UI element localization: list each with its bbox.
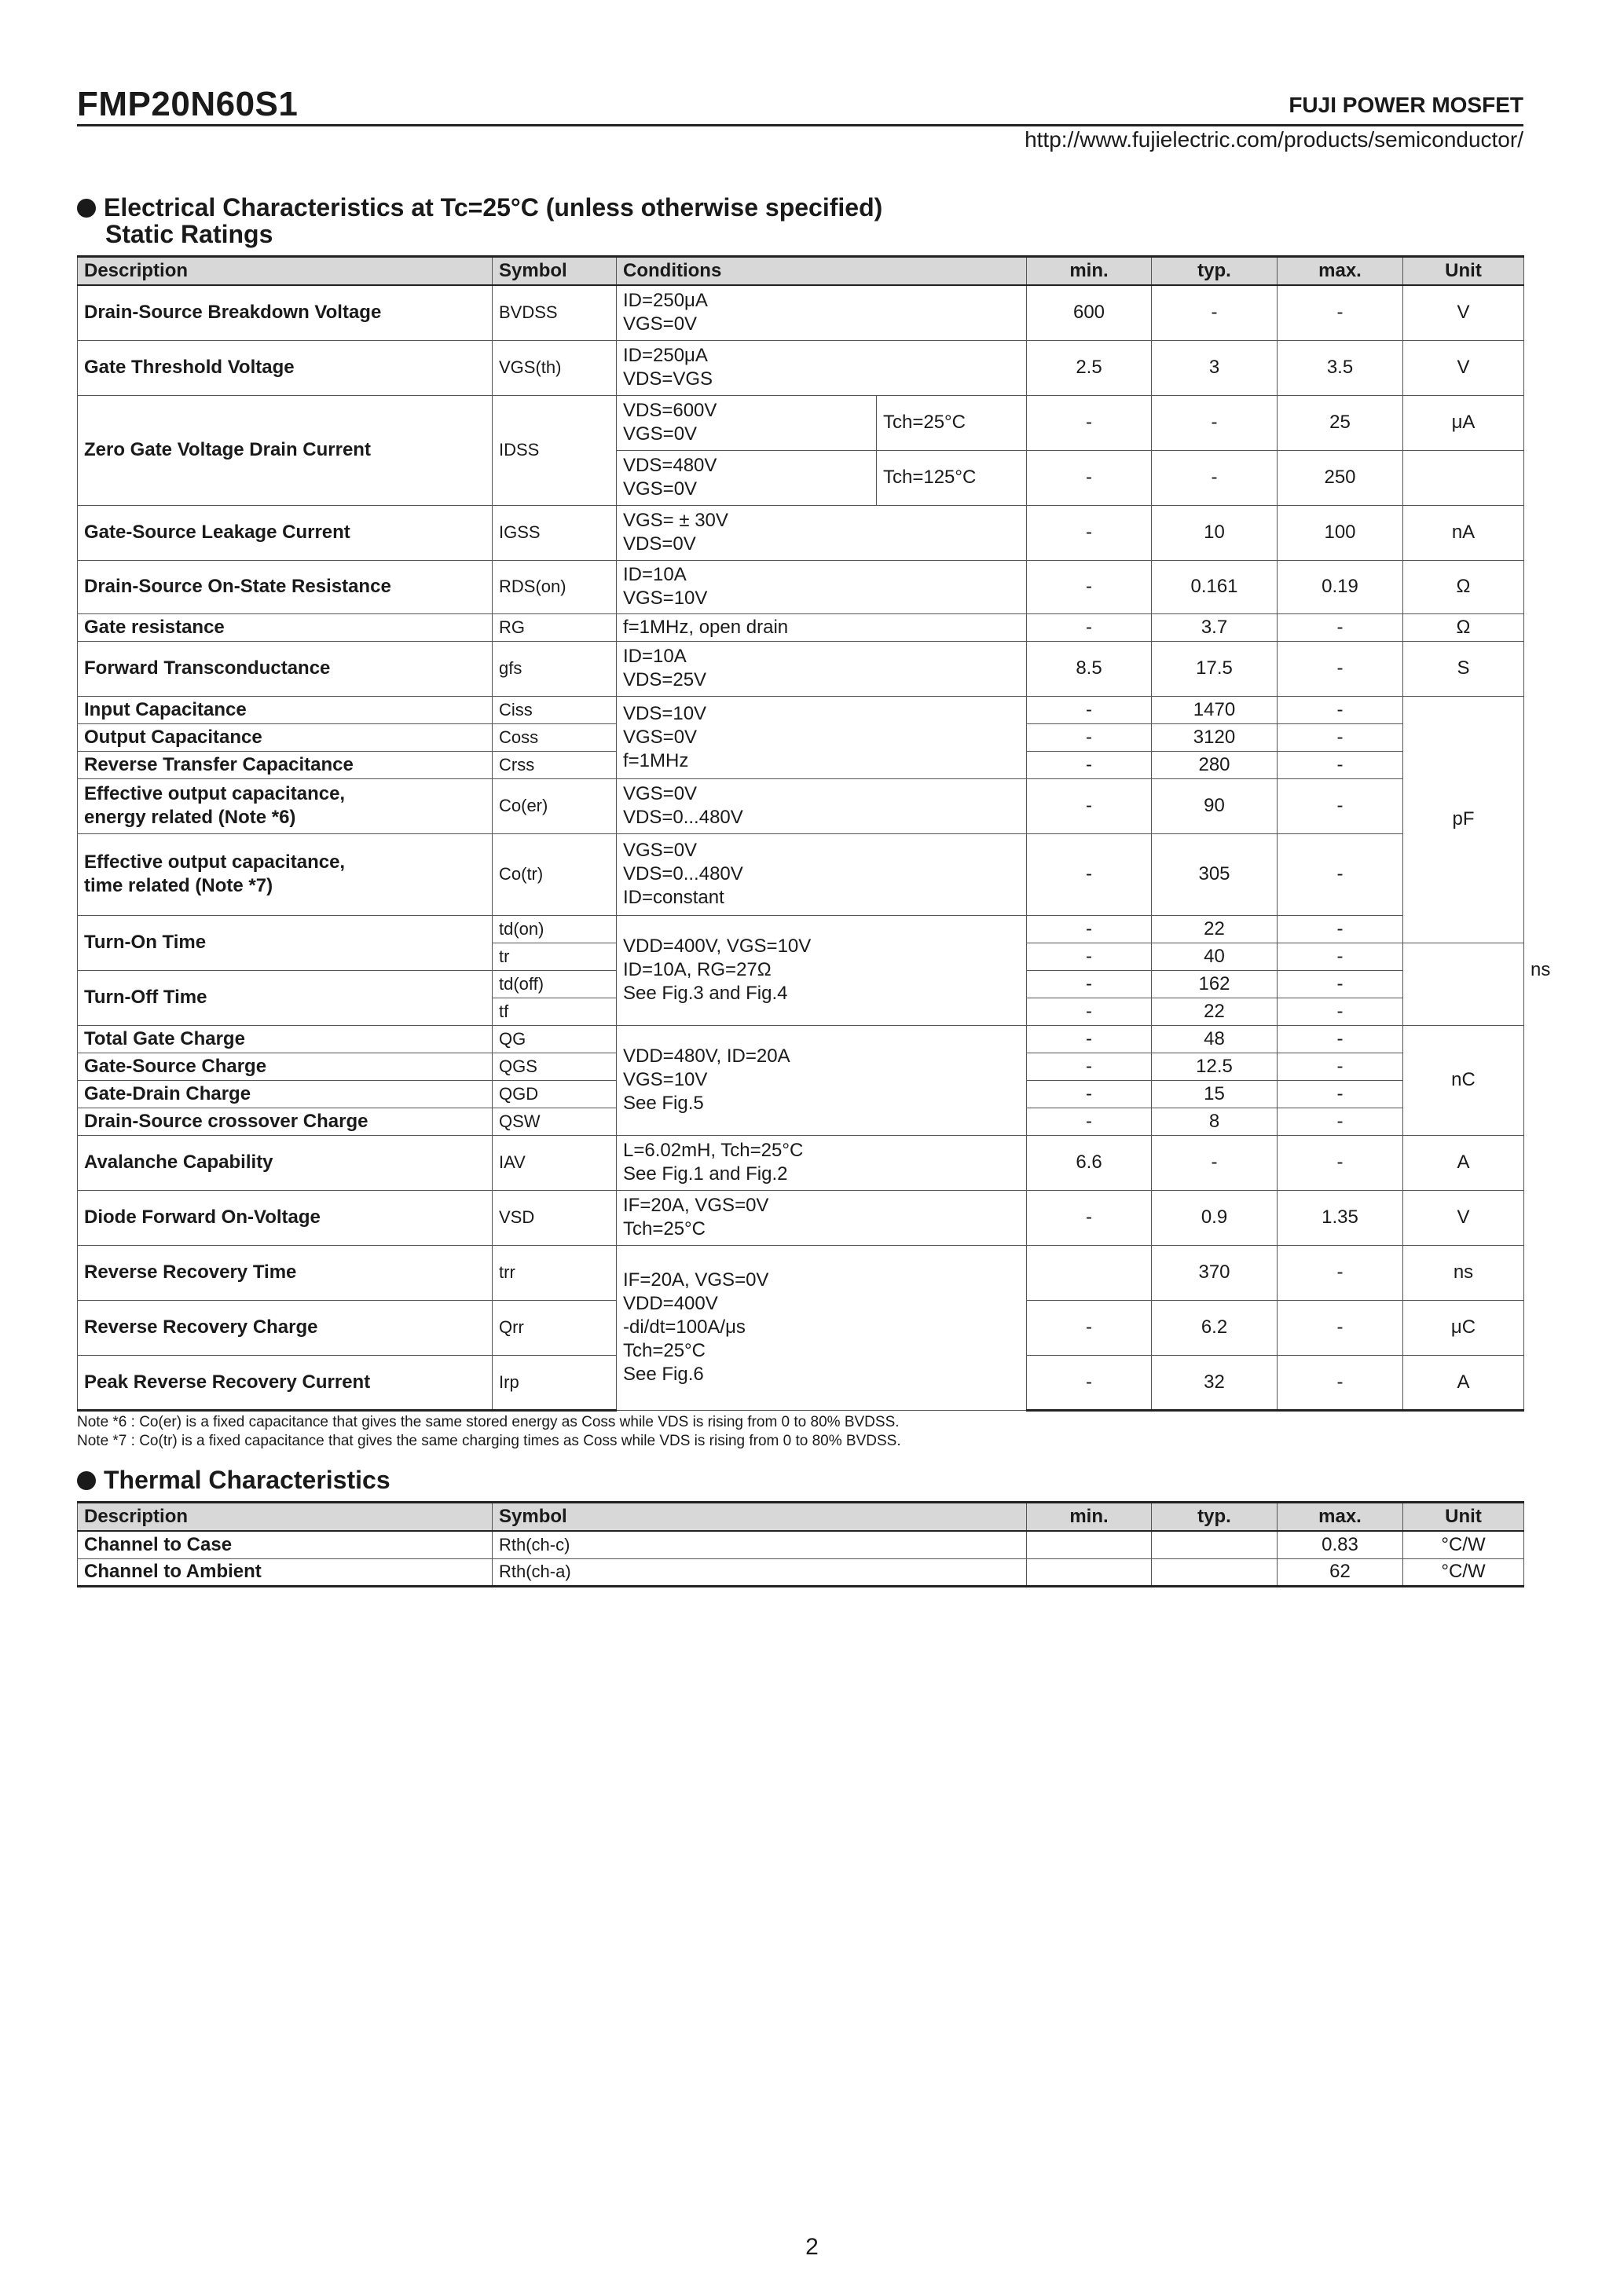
row-conditions: VDD=480V, ID=20A VGS=10V See Fig.5	[617, 1025, 1027, 1135]
table-row	[78, 778, 1524, 833]
row-typ: 10	[1152, 505, 1278, 560]
row-conditions: ID=10A VDS=25V	[617, 641, 1027, 696]
row-max: -	[1278, 970, 1403, 998]
part-number-title: FMP20N60S1	[77, 85, 299, 123]
row-typ: 0.9	[1152, 1190, 1278, 1245]
row-min: -	[1027, 1025, 1152, 1053]
row-max: -	[1278, 1355, 1403, 1410]
row-description: Turn-On Time	[78, 915, 493, 970]
row-max: -	[1278, 1245, 1403, 1300]
table-header-row	[78, 257, 1524, 286]
row-unit: ns	[1403, 1245, 1524, 1300]
table-row	[78, 505, 1524, 560]
row-min: -	[1027, 1355, 1152, 1410]
row-typ: -	[1152, 285, 1278, 340]
row-description: Effective output capacitance, energy related (Note *6)	[78, 778, 493, 833]
header-max: max.	[1278, 257, 1403, 286]
row-symbol: Coss	[493, 723, 617, 751]
row-max: -	[1278, 751, 1403, 778]
row-symbol: Qrr	[493, 1300, 617, 1355]
row-typ: 6.2	[1152, 1300, 1278, 1355]
row-symbol: VGS(th)	[493, 340, 617, 395]
row-min	[1027, 1558, 1152, 1586]
row-min: -	[1027, 833, 1152, 915]
row-max: 25	[1278, 395, 1403, 450]
page-number: 2	[805, 2234, 819, 2260]
row-max: -	[1278, 915, 1403, 943]
row-conditions: f=1MHz, open drain	[617, 613, 1027, 641]
row-symbol: trr	[493, 1245, 617, 1300]
row-unit	[1403, 450, 1524, 505]
row-min: 6.6	[1027, 1135, 1152, 1190]
row-max: -	[1278, 641, 1403, 696]
row-symbol: Co(er)	[493, 778, 617, 833]
table-row	[78, 696, 1524, 723]
row-conditions: IF=20A, VGS=0V Tch=25°C	[617, 1190, 1027, 1245]
row-symbol: RDS(on)	[493, 560, 617, 613]
row-temperature: Tch=125°C	[877, 450, 1027, 505]
row-min: -	[1027, 613, 1152, 641]
row-description: Forward Transconductance	[78, 641, 493, 696]
row-description: Turn-Off Time	[78, 970, 493, 1025]
row-min: 8.5	[1027, 641, 1152, 696]
row-min: -	[1027, 560, 1152, 613]
table-row	[78, 285, 1524, 340]
row-typ	[1152, 1531, 1278, 1558]
row-max: -	[1278, 696, 1403, 723]
header-typ: typ.	[1152, 257, 1278, 286]
row-typ: 8	[1152, 1108, 1278, 1135]
row-typ: 22	[1152, 915, 1278, 943]
row-min: -	[1027, 943, 1152, 970]
row-min	[1027, 1531, 1152, 1558]
row-conditions: VGS=0V VDS=0...480V ID=constant	[617, 833, 1027, 915]
row-description: Total Gate Charge	[78, 1025, 493, 1053]
row-description: Reverse Recovery Charge	[78, 1300, 493, 1355]
header-max: max.	[1278, 1503, 1403, 1532]
row-unit: °C/W	[1403, 1558, 1524, 1586]
electrical-title-text: Electrical Characteristics at Tc=25°C (unless otherwise specified)	[104, 193, 883, 222]
header-min: min.	[1027, 1503, 1152, 1532]
header-typ: typ.	[1152, 1503, 1278, 1532]
row-symbol: BVDSS	[493, 285, 617, 340]
header-symbol: Symbol	[493, 257, 617, 286]
row-min: -	[1027, 1080, 1152, 1108]
header-conditions: Conditions	[617, 257, 1027, 286]
row-min: -	[1027, 915, 1152, 943]
row-unit: A	[1403, 1135, 1524, 1190]
header-min: min.	[1027, 257, 1152, 286]
row-typ: 90	[1152, 778, 1278, 833]
row-symbol: Rth(ch-c)	[493, 1531, 1027, 1558]
row-description: Gate Threshold Voltage	[78, 340, 493, 395]
row-min: -	[1027, 1300, 1152, 1355]
row-conditions: VDS=10V VGS=0V f=1MHz	[617, 696, 1027, 778]
table-row	[78, 1245, 1524, 1300]
row-description: Gate resistance	[78, 613, 493, 641]
row-symbol: Irp	[493, 1355, 617, 1410]
table-row: Turn-On Time td(on) VDD=400V, VGS=10V ID=10A, RG=27Ω See Fig.3 and Fig.4 - 22 - ns	[78, 915, 1524, 943]
static-ratings-subtitle: Static Ratings	[105, 220, 273, 248]
row-typ: 3.7	[1152, 613, 1278, 641]
row-conditions: ID=10A VGS=10V	[617, 560, 1027, 613]
thermal-characteristics-table	[77, 1501, 1524, 1587]
note-6: Note *6 : Co(er) is a fixed capacitance that gives the same stored energy as Coss while VDS is rising from 0 to 80% BVDSS.	[77, 1414, 900, 1430]
row-description: Avalanche Capability	[78, 1135, 493, 1190]
row-symbol: tr	[493, 943, 617, 970]
row-typ: 0.161	[1152, 560, 1278, 613]
row-unit: V	[1403, 285, 1524, 340]
row-typ: 12.5	[1152, 1053, 1278, 1080]
row-min: -	[1027, 505, 1152, 560]
row-typ: -	[1152, 450, 1278, 505]
row-max: -	[1278, 943, 1403, 970]
table-header-row	[78, 1503, 1524, 1532]
row-typ: 280	[1152, 751, 1278, 778]
electrical-section-title	[77, 193, 882, 222]
table-row	[78, 833, 1524, 915]
row-description: Channel to Case	[78, 1531, 493, 1558]
thermal-title-text: Thermal Characteristics	[104, 1466, 390, 1494]
row-conditions: VDS=480V VGS=0V	[617, 450, 877, 505]
row-min: -	[1027, 970, 1152, 998]
header-description: Description	[78, 257, 493, 286]
row-symbol: IDSS	[493, 395, 617, 505]
row-symbol: td(on)	[493, 915, 617, 943]
row-typ: 3120	[1152, 723, 1278, 751]
row-unit: μC	[1403, 1300, 1524, 1355]
row-unit: S	[1403, 641, 1524, 696]
row-conditions: ID=250μA VGS=0V	[617, 285, 1027, 340]
row-typ: 40	[1152, 943, 1278, 970]
row-symbol: IGSS	[493, 505, 617, 560]
row-conditions: VDD=400V, VGS=10V ID=10A, RG=27Ω See Fig.3 and Fig.4	[617, 915, 1027, 1025]
row-min: -	[1027, 998, 1152, 1025]
row-unit: V	[1403, 340, 1524, 395]
row-symbol: QG	[493, 1025, 617, 1053]
row-description: Drain-Source On-State Resistance	[78, 560, 493, 613]
row-description: Peak Reverse Recovery Current	[78, 1355, 493, 1410]
row-max: -	[1278, 1053, 1403, 1080]
row-min: -	[1027, 723, 1152, 751]
row-unit: °C/W	[1403, 1531, 1524, 1558]
row-description: Drain-Source Breakdown Voltage	[78, 285, 493, 340]
row-conditions: ID=250μA VDS=VGS	[617, 340, 1027, 395]
row-symbol: td(off)	[493, 970, 617, 998]
row-temperature: Tch=25°C	[877, 395, 1027, 450]
row-symbol: gfs	[493, 641, 617, 696]
row-description: Gate-Source Charge	[78, 1053, 493, 1080]
row-max: -	[1278, 1135, 1403, 1190]
row-description: Channel to Ambient	[78, 1558, 493, 1586]
row-typ: 15	[1152, 1080, 1278, 1108]
table-row	[78, 340, 1524, 395]
table-row	[78, 395, 1524, 450]
row-symbol: VSD	[493, 1190, 617, 1245]
row-unit: μA	[1403, 395, 1524, 450]
row-unit: pF	[1403, 696, 1524, 943]
row-symbol: IAV	[493, 1135, 617, 1190]
row-typ: 32	[1152, 1355, 1278, 1410]
header-description: Description	[78, 1503, 493, 1532]
row-description: Input Capacitance	[78, 696, 493, 723]
row-description: Reverse Transfer Capacitance	[78, 751, 493, 778]
bullet-icon	[77, 199, 96, 218]
header-divider	[77, 124, 1523, 126]
row-typ: 3	[1152, 340, 1278, 395]
row-min: 2.5	[1027, 340, 1152, 395]
row-min: -	[1027, 450, 1152, 505]
row-description: Zero Gate Voltage Drain Current	[78, 395, 493, 505]
row-conditions: VDS=600V VGS=0V	[617, 395, 877, 450]
row-description: Gate-Drain Charge	[78, 1080, 493, 1108]
row-typ: 162	[1152, 970, 1278, 998]
row-max: -	[1278, 285, 1403, 340]
row-max: 100	[1278, 505, 1403, 560]
row-max: -	[1278, 1080, 1403, 1108]
row-description: Diode Forward On-Voltage	[78, 1190, 493, 1245]
row-min: -	[1027, 1053, 1152, 1080]
row-min: -	[1027, 395, 1152, 450]
row-max: -	[1278, 1108, 1403, 1135]
row-typ: 22	[1152, 998, 1278, 1025]
row-typ: 1470	[1152, 696, 1278, 723]
website-link[interactable]: http://www.fujielectric.com/products/semiconductor/	[1025, 127, 1523, 152]
bullet-icon	[77, 1471, 96, 1490]
row-min	[1027, 1245, 1152, 1300]
header-symbol: Symbol	[493, 1503, 1027, 1532]
brand-label: FUJI POWER MOSFET	[1289, 93, 1523, 117]
row-max: 1.35	[1278, 1190, 1403, 1245]
row-unit: Ω	[1403, 560, 1524, 613]
row-max: 0.19	[1278, 560, 1403, 613]
row-description: Output Capacitance	[78, 723, 493, 751]
table-row	[78, 1190, 1524, 1245]
header-unit: Unit	[1403, 1503, 1524, 1532]
row-symbol: Ciss	[493, 696, 617, 723]
row-unit: nA	[1403, 505, 1524, 560]
row-max: 62	[1278, 1558, 1403, 1586]
row-max: -	[1278, 778, 1403, 833]
table-row	[78, 641, 1524, 696]
thermal-section-title	[77, 1466, 390, 1495]
table-row	[78, 1025, 1524, 1053]
row-max: -	[1278, 833, 1403, 915]
row-max: -	[1278, 998, 1403, 1025]
row-symbol: QGD	[493, 1080, 617, 1108]
row-typ: 48	[1152, 1025, 1278, 1053]
table-row	[78, 560, 1524, 613]
row-description: Reverse Recovery Time	[78, 1245, 493, 1300]
row-min: -	[1027, 696, 1152, 723]
row-max: 0.83	[1278, 1531, 1403, 1558]
row-conditions: VGS= ± 30V VDS=0V	[617, 505, 1027, 560]
row-symbol: Crss	[493, 751, 617, 778]
row-conditions: L=6.02mH, Tch=25°C See Fig.1 and Fig.2	[617, 1135, 1027, 1190]
row-symbol: Rth(ch-a)	[493, 1558, 1027, 1586]
row-description: Drain-Source crossover Charge	[78, 1108, 493, 1135]
row-description: Gate-Source Leakage Current	[78, 505, 493, 560]
row-max: 3.5	[1278, 340, 1403, 395]
row-min: -	[1027, 1108, 1152, 1135]
row-max: -	[1278, 1300, 1403, 1355]
row-symbol: Co(tr)	[493, 833, 617, 915]
row-symbol: tf	[493, 998, 617, 1025]
table-row	[78, 613, 1524, 641]
row-unit: nC	[1403, 1025, 1524, 1135]
row-max: 250	[1278, 450, 1403, 505]
row-min: -	[1027, 778, 1152, 833]
row-typ: -	[1152, 395, 1278, 450]
row-min: -	[1027, 751, 1152, 778]
row-max: -	[1278, 1025, 1403, 1053]
row-typ: -	[1152, 1135, 1278, 1190]
row-unit: Ω	[1403, 613, 1524, 641]
table-row	[78, 1558, 1524, 1586]
row-conditions: IF=20A, VGS=0V VDD=400V -di/dt=100A/μs Tch=25°C See Fig.6	[617, 1245, 1027, 1410]
row-max: -	[1278, 723, 1403, 751]
row-typ: 17.5	[1152, 641, 1278, 696]
row-conditions: VGS=0V VDS=0...480V	[617, 778, 1027, 833]
row-description: Effective output capacitance, time related (Note *7)	[78, 833, 493, 915]
row-typ: 370	[1152, 1245, 1278, 1300]
row-unit: V	[1403, 1190, 1524, 1245]
row-symbol: QSW	[493, 1108, 617, 1135]
row-min: 600	[1027, 285, 1152, 340]
note-7: Note *7 : Co(tr) is a fixed capacitance that gives the same charging times as Coss while VDS is rising from 0 to 80% BVDSS.	[77, 1433, 901, 1449]
row-min: -	[1027, 1190, 1152, 1245]
row-symbol: QGS	[493, 1053, 617, 1080]
row-typ: 305	[1152, 833, 1278, 915]
row-symbol: RG	[493, 613, 617, 641]
row-max: -	[1278, 613, 1403, 641]
table-row	[78, 1531, 1524, 1558]
header-unit: Unit	[1403, 257, 1524, 286]
row-typ	[1152, 1558, 1278, 1586]
electrical-characteristics-table	[77, 255, 1551, 1412]
table-row	[78, 1135, 1524, 1190]
row-unit: A	[1403, 1355, 1524, 1410]
